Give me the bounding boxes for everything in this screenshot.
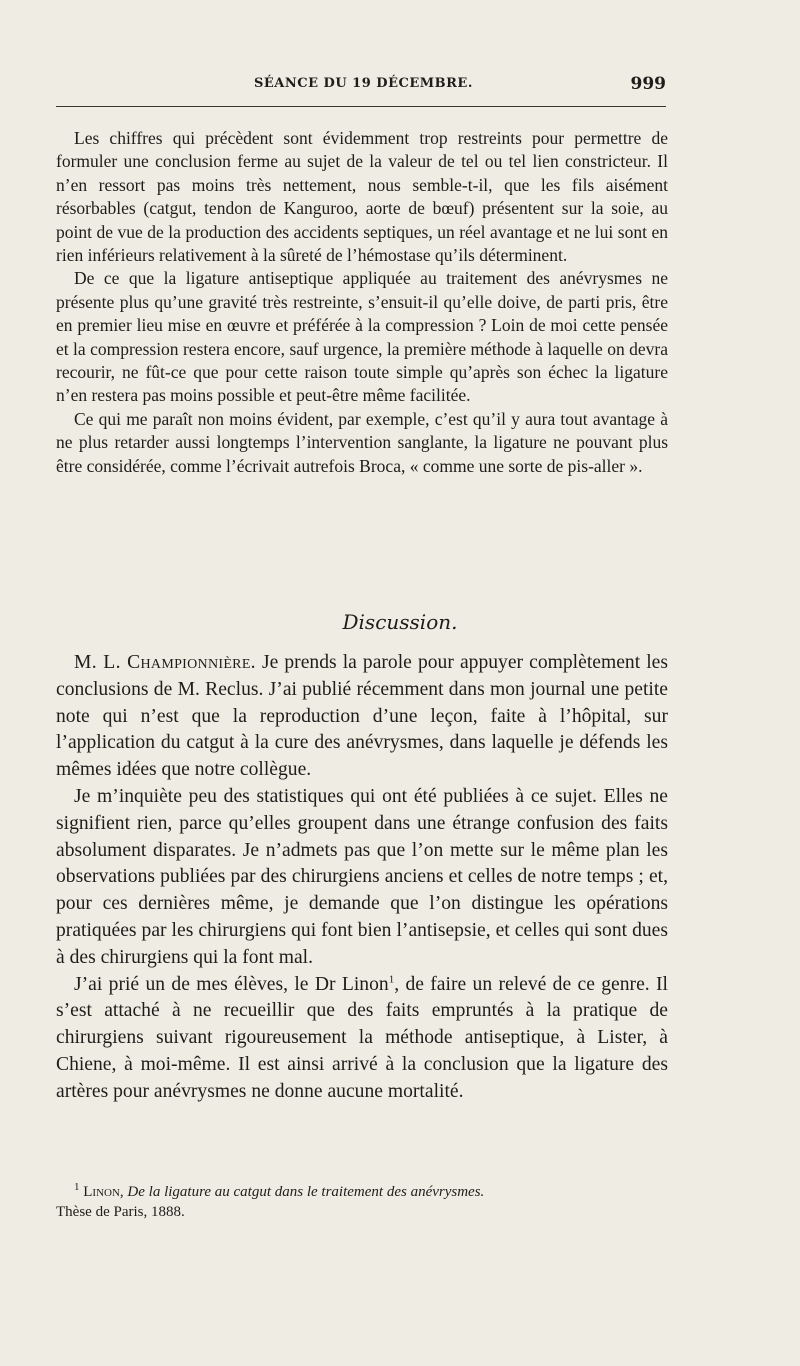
footnote-citation — [56, 1182, 668, 1202]
report-conclusion — [56, 127, 668, 478]
paragraph-early-intervention: Ce qui me paraît non moins évident, par exemple, c’est qu’il y aura tout avantage à ne plus retarder aussi longtemps l’intervention sanglante, la ligature ne pouvant plus être considérée, comme l’écrivait autrefois Broca, « comme une sorte de pis-aller ». — [56, 408, 668, 476]
discussion-heading: Discussion. — [342, 610, 458, 634]
footnote — [56, 1182, 668, 1222]
speaker-name: M. L. Championnière. — [74, 652, 256, 673]
paragraph-linon-survey — [56, 972, 668, 1106]
paragraph-championniere-intro — [56, 650, 668, 784]
footnote-marker: 1 — [74, 1181, 80, 1193]
footnote-source: Thèse de Paris, 1888. — [56, 1204, 185, 1220]
running-title: SÉANCE DU 19 DÉCEMBRE. — [254, 76, 473, 91]
linon-text-after: , de faire un relevé de ce genre. Il s’est attaché à ne recueillir que des faits empruntés à la pratique de chirurgiens suivant rigoureusement la méthode antiseptique, à Lister, à Chiene, à moi-même. Il est ainsi arrivé à la conclusion que la ligature des artères pour anévrysmes ne donne aucune mortalité. — [56, 973, 668, 1102]
paragraph-statistics-critique: Je m’inquiète peu des statistiques qui ont été publiées à ce sujet. Elles ne signifient rien, parce qu’elles groupent dans une étrange confusion des faits absolument disparates. Je n’admets pas que l’on mette sur le même plan les observations publiées par des chirurgiens anciens et celles de notre temps ; et, pour ces dernières même, je demande que l’on distingue les opérations pratiquées par les chirurgiens qui font bien l’antisepsie, et celles qui sont dues à des chirurgiens qui la font mal. — [56, 785, 668, 968]
footnote-reference[interactable]: 1 — [388, 973, 395, 986]
discussion-body — [56, 650, 668, 1106]
footnote-author: Linon, — [83, 1184, 124, 1200]
footnote-title: De la ligature au catgut dans le traitement des anévrysmes. — [127, 1184, 485, 1200]
page-number: 999 — [630, 74, 666, 94]
running-head — [56, 76, 666, 100]
paragraph-statistics: Les chiffres qui précèdent sont évidemment trop restreints pour permettre de formuler une conclusion ferme au sujet de la valeur de tel ou tel lien constricteur. Il n’en ressort pas moins très nettement, nous semble-t-il, que les fils aisément résorbables (catgut, tendon de Kanguroo, aorte de bœuf) présentent sur la soie, au point de vue de la production des accidents septiques, un réel avantage et ne lui sont en rien inférieurs relativement à la sûreté de l’hémostase qu’ils déterminent. — [56, 128, 668, 266]
paragraph-championniere-text: Je prends la parole pour appuyer complètement les conclusions de M. Reclus. J’ai publié récemment dans mon journal une petite note qui n’est que la reproduction d’une leçon, faite à l’hôpital, sur l’application du catgut à la cure des anévrysmes, dans laquelle je défends les mêmes idées que notre collègue. — [56, 652, 668, 781]
paragraph-ligature-vs-compression: De ce que la ligature antiseptique appliquée au traitement des anévrysmes ne présente plus qu’une gravité très restreinte, s’ensuit-il qu’elle doive, de parti pris, être en premier lieu mise en œuvre et préférée à la compression ? Loin de moi cette pensée et la compression restera encore, sauf urgence, la première méthode à laquelle on devra recourir, ne fût-ce que pour cette raison toute simple qu’après son échec la ligature n’en restera pas moins possible et peut-être même facilitée. — [56, 268, 668, 406]
linon-text-before: J’ai prié un de mes élèves, le Dr Linon — [74, 973, 389, 995]
header-rule — [56, 106, 666, 107]
